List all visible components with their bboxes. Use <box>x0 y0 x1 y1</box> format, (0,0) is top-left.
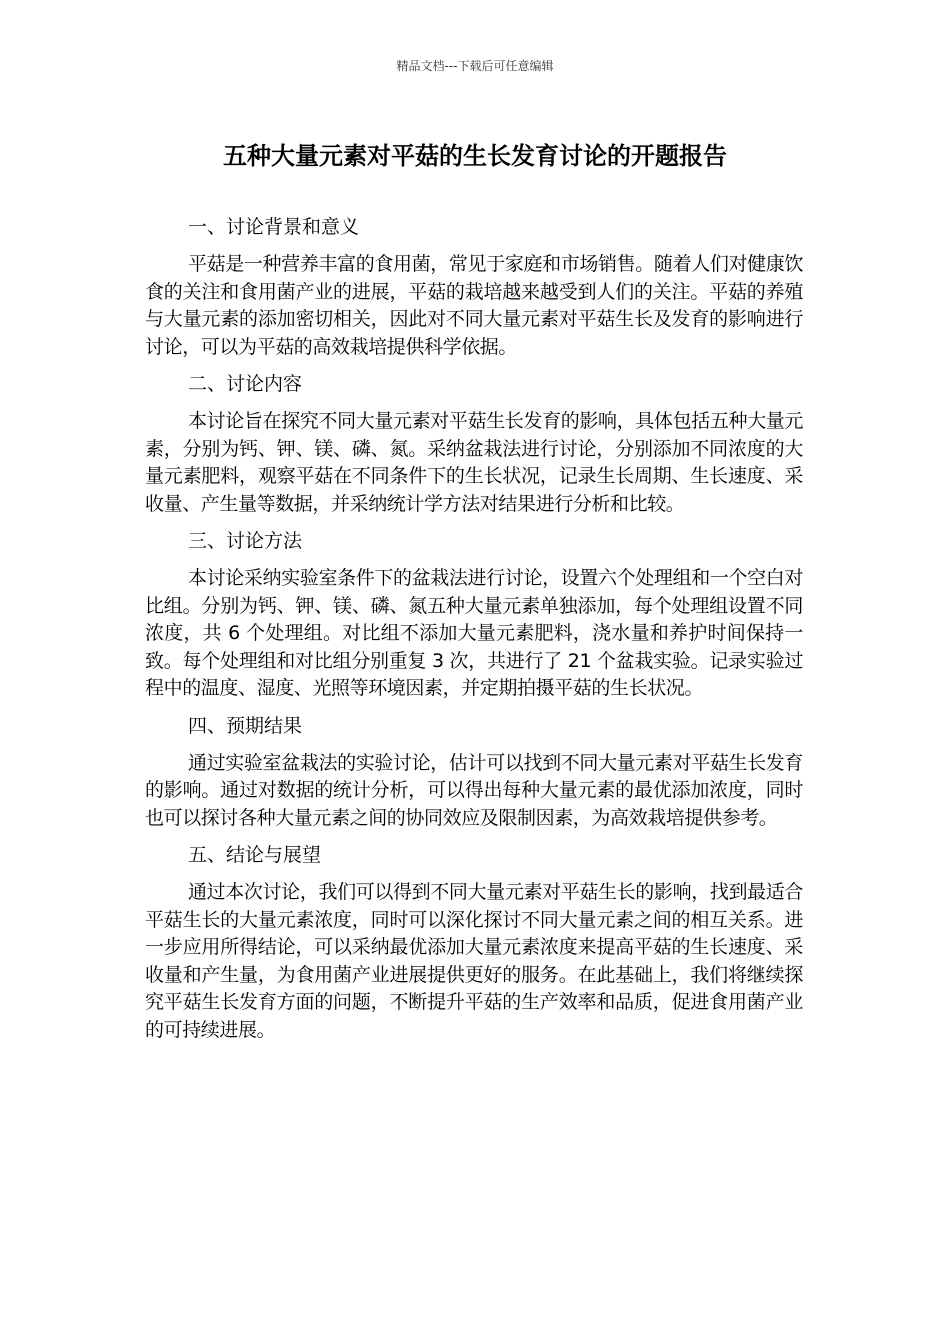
section-paragraph: 平菇是一种营养丰富的食用菌，常见于家庭和市场销售。随着人们对健康饮食的关注和食用菌产业的进展，平菇的栽培越来越受到人们的关注。平菇的养殖与大量元素的添加密切相关，因此对不同大量元素对平菇生长及发育的影响进行讨论，可以为平菇的高效栽培提供科学依据。 <box>145 253 803 358</box>
section-paragraph: 通过本次讨论，我们可以得到不同大量元素对平菇生长的影响，找到最适合平菇生长的大量元素浓度，同时可以深化探讨不同大量元素之间的相互关系。进一步应用所得结论，可以采纳最优添加大量元素浓度来提高平菇的生长速度、采收量和产生量，为食用菌产业进展提供更好的服务。在此基础上，我们将继续探究平菇生长发育方面的问题，不断提升平菇的生产效率和品质，促进食用菌产业的可持续进展。 <box>145 881 803 1041</box>
section-conclusion <box>145 842 803 1044</box>
page-header: 精品文档---下载后可任意编辑 <box>396 59 554 73</box>
document-title: 五种大量元素对平菇的生长发育讨论的开题报告 <box>223 142 727 170</box>
section-paragraph: 本讨论旨在探究不同大量元素对平菇生长发育的影响，具体包括五种大量元素，分别为钙、钾、镁、磷、氮。采纳盆栽法进行讨论，分别添加不同浓度的大量元素肥料，观察平菇在不同条件下的生长状况，记录生长周期、生长速度、采收量、产生量等数据，并采纳统计学方法对结果进行分析和比较。 <box>145 410 803 515</box>
section-paragraph: 本讨论采纳实验室条件下的盆栽法进行讨论，设置六个处理组和一个空白对比组。分别为钙、钾、镁、磷、氮五种大量元素单独添加，每个处理组设置不同浓度，共 6 个处理组。对比组不添加大量元素肥料，浇水量和养护时间保持一致。每个处理组和对比组分别重复 3 次，共进行了 21 个盆栽实验。记录实验过程中的温度、湿度、光照等环境因素，并定期拍摄平菇的生长状况。 <box>145 567 803 699</box>
section-heading: 三、讨论方法 <box>188 530 303 552</box>
section-background <box>145 214 803 361</box>
section-heading: 一、讨论背景和意义 <box>188 216 360 238</box>
section-expected-results <box>145 713 803 833</box>
document-body <box>145 214 803 1054</box>
section-method <box>145 528 803 703</box>
section-paragraph: 通过实验室盆栽法的实验讨论，估计可以找到不同大量元素对平菇生长发育的影响。通过对数据的统计分析，可以得出每种大量元素的最优添加浓度，同时也可以探讨各种大量元素之间的协同效应及限制因素，为高效栽培提供参考。 <box>145 751 803 829</box>
section-heading: 四、预期结果 <box>188 714 303 737</box>
section-heading: 五、结论与展望 <box>188 844 322 866</box>
section-heading: 二、讨论内容 <box>188 373 303 395</box>
section-content <box>145 371 803 518</box>
